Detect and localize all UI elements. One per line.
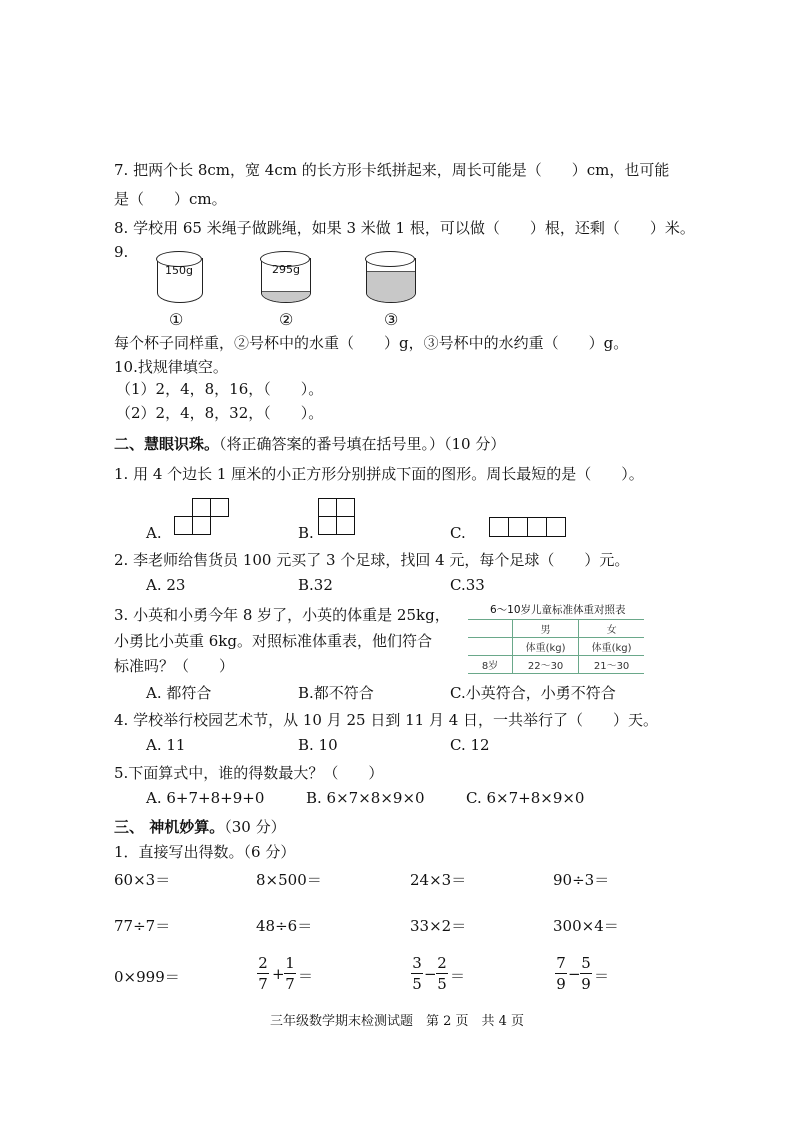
weight-table-weight-female: 体重(kg) xyxy=(579,638,644,656)
frac3-op: − xyxy=(568,965,581,983)
frac2-b-den: 5 xyxy=(437,975,447,993)
s2q2-option-b: B.32 xyxy=(298,576,333,594)
calc-3: 24×3＝ xyxy=(410,871,467,889)
question-10-item-2: （2）2，4，8，32，（ ）。 xyxy=(116,404,324,422)
s2q4-option-b: B. 10 xyxy=(298,736,338,754)
weight-table-male: 男 xyxy=(513,620,579,638)
calc-5: 77÷7＝ xyxy=(114,917,171,935)
calc-9: 0×999＝ xyxy=(114,968,180,986)
s2q1-option-a: A. xyxy=(146,524,162,542)
weight-table-age: 8岁 xyxy=(468,656,513,674)
frac3-b-den: 9 xyxy=(581,975,591,993)
s2-question-3-line1: 3. 小英和小勇今年 8 岁了，小英的体重是 25kg， xyxy=(114,606,450,624)
s2q3-option-c: C.小英符合，小勇不符合 xyxy=(450,684,616,702)
frac3-a-num: 7 xyxy=(556,954,566,972)
cup-3-mark: ③ xyxy=(384,310,399,329)
frac3-a-den: 9 xyxy=(556,975,566,993)
cup-2-mark: ② xyxy=(279,310,294,329)
s2q4-option-a: A. 11 xyxy=(146,736,186,754)
frac2-a-num: 3 xyxy=(412,954,422,972)
frac2-a-den: 5 xyxy=(412,975,422,993)
s2q1-option-c: C. xyxy=(450,524,466,542)
s2-question-3-line3: 标准吗？（ ） xyxy=(114,657,235,675)
cup-1-mark: ① xyxy=(169,310,184,329)
frac1-op: + xyxy=(272,965,285,983)
section-3-header xyxy=(114,816,286,838)
question-9-text: 每个杯子同样重，②号杯中的水重（ ）g，③号杯中的水约重（ ）g。 xyxy=(114,334,629,352)
frac2-op: − xyxy=(424,965,437,983)
cup-1-label: 150g xyxy=(165,264,193,277)
frac2-eq: ＝ xyxy=(450,967,466,985)
calc-7: 33×2＝ xyxy=(410,917,467,935)
s2q5-option-c: C. 6×7+8×9×0 xyxy=(466,789,585,807)
s2q5-option-a: A. 6+7+8+9+0 xyxy=(146,789,265,807)
weight-table-female-range: 21～30 xyxy=(579,656,644,674)
question-7-line2: 是（ ）cm。 xyxy=(114,190,227,208)
s2q1-option-b: B. xyxy=(298,524,314,542)
question-8: 8. 学校用 65 米绳子做跳绳，如果 3 米做 1 根，可以做（ ）根，还剩（ ）米。 xyxy=(114,219,695,237)
s2-question-5: 5.下面算式中，谁的得数最大？（ ） xyxy=(114,764,384,782)
question-10-item-1: （1）2，4，8，16，（ ）。 xyxy=(116,380,324,398)
s3-question-1: 1．直接写出得数。（6 分） xyxy=(114,843,296,861)
weight-table xyxy=(468,619,644,674)
calc-6: 48÷6＝ xyxy=(256,917,313,935)
frac2-b-num: 2 xyxy=(437,954,447,972)
calc-2: 8×500＝ xyxy=(256,871,322,889)
weight-table-male-range: 22～30 xyxy=(513,656,579,674)
calc-1: 60×3＝ xyxy=(114,871,171,889)
s2q4-option-c: C. 12 xyxy=(450,736,490,754)
calc-4: 90÷3＝ xyxy=(553,871,610,889)
s2-question-3-line2: 小勇比小英重 6kg。对照标准体重表，他们符合 xyxy=(114,632,433,650)
frac1-a-den: 7 xyxy=(258,975,268,993)
section-3-heading: 三、 神机妙算。 xyxy=(114,818,225,836)
s2-question-2: 2. 李老师给售货员 100 元买了 3 个足球，找回 4 元，每个足球（ ）元。 xyxy=(114,551,630,569)
frac3-eq: ＝ xyxy=(594,967,610,985)
s2q3-option-b: B.都不符合 xyxy=(298,684,374,702)
s2q5-option-b: B. 6×7×8×9×0 xyxy=(306,789,425,807)
section-2-header xyxy=(114,433,505,455)
frac1-b-den: 7 xyxy=(285,975,295,993)
s2q2-option-a: A. 23 xyxy=(146,576,186,594)
frac3-b-num: 5 xyxy=(581,954,591,972)
question-7-line1: 7. 把两个长 8cm，宽 4cm 的长方形卡纸拼起来，周长可能是（ ）cm，也可能 xyxy=(114,161,670,179)
page-footer: 三年级数学期末检测试题 第 2 页 共 4 页 xyxy=(269,1014,525,1029)
s2-question-4: 4. 学校举行校园艺术节，从 10 月 25 日到 11 月 4 日，一共举行了（ ）天。 xyxy=(114,711,659,729)
section-2-heading: 二、慧眼识珠。 xyxy=(114,435,220,453)
s2-question-1: 1. 用 4 个边长 1 厘米的小正方形分别拼成下面的图形。周长最短的是（ ）。 xyxy=(114,465,644,483)
weight-table-weight-male: 体重(kg) xyxy=(513,638,579,656)
frac1-a-num: 2 xyxy=(258,954,268,972)
cup-2-label: 295g xyxy=(272,263,300,276)
weight-table-title: 6～10岁儿童标准体重对照表 xyxy=(490,604,626,616)
calc-8: 300×4＝ xyxy=(553,917,619,935)
section-2-note: （将正确答案的番号填在括号里。）（10 分） xyxy=(219,435,506,453)
frac1-b-num: 1 xyxy=(285,954,295,972)
weight-table-female: 女 xyxy=(579,620,644,638)
s2q3-option-a: A. 都符合 xyxy=(146,684,212,702)
question-9-number: 9. xyxy=(114,243,129,261)
frac1-eq: ＝ xyxy=(298,967,314,985)
s2q2-option-c: C.33 xyxy=(450,576,485,594)
section-3-note: （30 分） xyxy=(224,818,286,836)
question-10-title: 10.找规律填空。 xyxy=(114,358,228,376)
